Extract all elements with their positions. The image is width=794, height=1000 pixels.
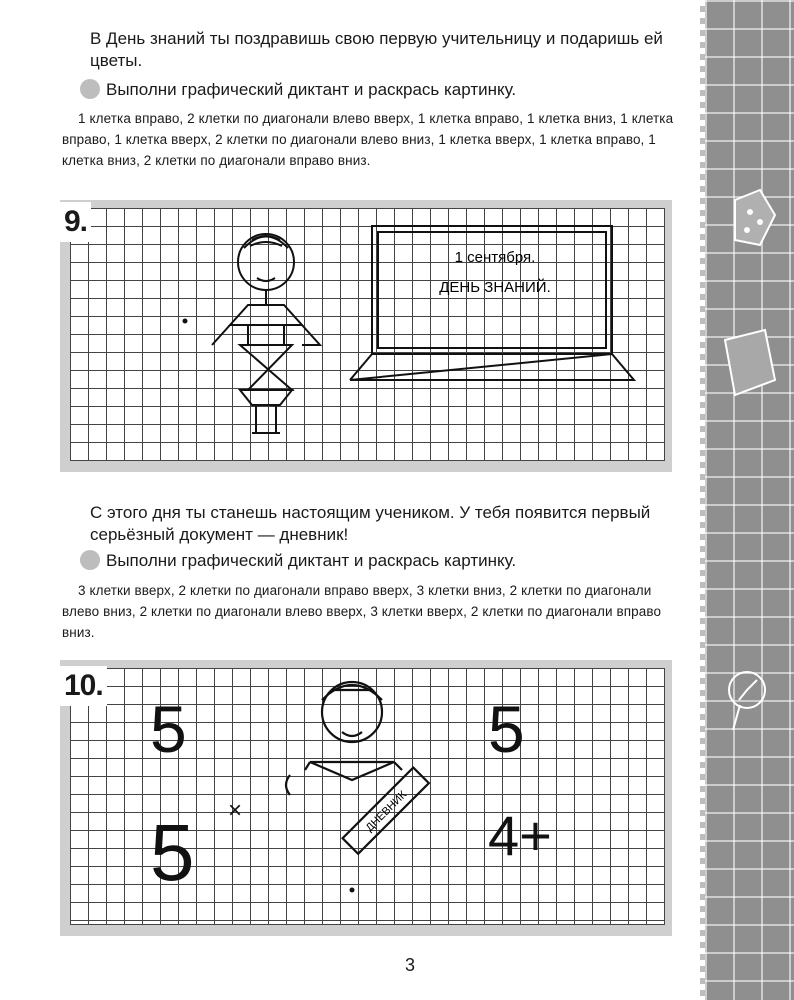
mark-five-left: 5 (150, 692, 187, 766)
student-collar (305, 762, 402, 780)
mark-four-plus: 4+ (488, 804, 552, 867)
instruction-text: Выполни графический диктант и раскрась картинку. (106, 551, 517, 570)
board-text-line2: ДЕНЬ ЗНАНИЙ. (439, 279, 551, 296)
instruction-text: Выполни графический диктант и раскрась картинку. (106, 80, 517, 99)
section2-intro: С этого дня ты станешь настоящим учеником. У тебя появится первый серьёзный документ — дневник! (90, 503, 651, 544)
section2-dictation: 3 клетки вверх, 2 клетки по диагонали вправо вверх, 3 клетки вниз, 2 клетки по диагонали влево вниз, 2 клетки по диагонали влево вверх, 3 клетки вверх, 2 клетки по диагонали вправо вниз. (62, 583, 662, 640)
diary-label: ДНЕВНИК (363, 788, 410, 835)
section1-intro: В День знаний ты поздравишь свою первую учительницу и подаришь ей цветы. (90, 29, 663, 70)
section1-dictation: 1 клетка вправо, 2 клетки по диагонали влево вверх, 1 клетка вправо, 1 клетка вниз, 1 клетка вправо, 1 клетка вверх, 2 клетки по диагонали влево вниз, 1 клетка вверх, 1 клетка вправо, 1 клетка вниз, 2 клетки по диагонали вправо вниз. (62, 111, 674, 168)
page-number: 3 (405, 955, 416, 975)
student-cap (322, 685, 382, 700)
board-text-line1: 1 сентября. (454, 249, 536, 266)
mark-five-large: 5 (150, 808, 195, 897)
exercise10-number: 10. (60, 666, 107, 706)
start-dot (350, 888, 355, 893)
student-hand (286, 775, 290, 795)
mark-five-right: 5 (488, 692, 525, 766)
exercise9-number: 9. (60, 202, 91, 242)
mark-times: × (228, 797, 243, 824)
student-smile (342, 732, 362, 736)
